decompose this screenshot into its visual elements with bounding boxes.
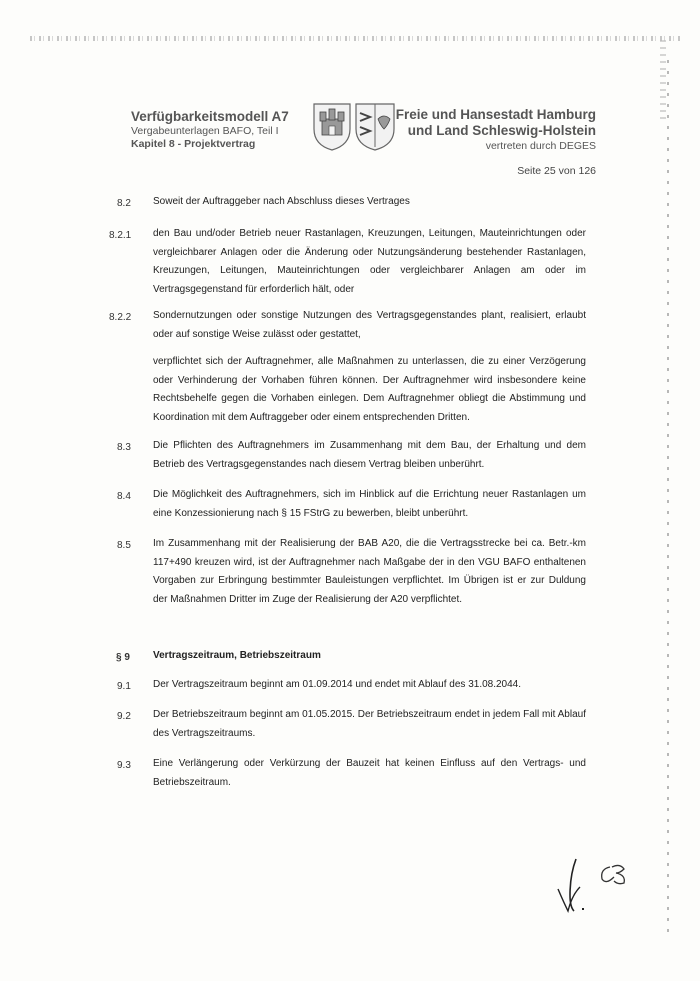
section-text: Eine Verlängerung oder Verkürzung der Bauzeit hat keinen Einfluss auf den Vertrags- und Betriebszeitraum. — [153, 758, 586, 788]
scan-artifact-top — [30, 36, 680, 41]
header-authority-1: Freie und Hansestadt Hamburg — [395, 107, 596, 122]
header-right — [390, 107, 596, 153]
section-text: Die Möglichkeit des Auftragnehmers, sich im Hinblick auf die Errichtung neuer Rastanlagen um eine Konzessionierung nach § 15 FStrG zu bewerben, bleibt unberührt. — [153, 489, 586, 519]
section-number: 8.2.2 — [109, 312, 132, 323]
header-represented-by: vertreten durch DEGES — [485, 140, 596, 152]
section-number: 8.4 — [117, 491, 131, 502]
page-number: Seite 25 von 126 — [517, 165, 596, 177]
chapter-heading: Vertragszeitraum, Betriebszeitraum — [153, 650, 321, 661]
section-number: 9.2 — [117, 711, 131, 722]
section-text: Die Pflichten des Auftragnehmers im Zusammenhang mit dem Bau, der Erhaltung und dem Betrieb des Vertragsgegenstandes nach diesem Vertrag bleiben unberührt. — [153, 440, 586, 470]
scan-artifact-right — [667, 60, 669, 940]
section-number: 8.3 — [117, 442, 131, 453]
section-text: Sondernutzungen oder sonstige Nutzungen des Vertragsgegenstandes plant, realisiert, erlaubt oder auf sonstige Weise zulässt oder gestattet, — [153, 310, 586, 340]
section-text: Der Betriebszeitraum beginnt am 01.05.2015. Der Betriebszeitraum endet in jedem Fall mit Ablauf des Vertragszeitraums. — [153, 709, 586, 739]
header-authority-2: und Land Schleswig-Holstein — [407, 123, 596, 138]
header-left — [131, 109, 321, 151]
chapter-number: § 9 — [116, 652, 130, 663]
section-number: 8.2.1 — [109, 230, 132, 241]
handwritten-initials — [548, 855, 638, 915]
schleswig-holstein-crest-icon — [356, 104, 394, 150]
section-text: Soweit der Auftraggeber nach Abschluss dieses Vertrages — [153, 196, 410, 207]
section-text: Im Zusammenhang mit der Realisierung der BAB A20, die die Vertragsstrecke bei ca. Betr.-km 117+490 kreuzen wird, ist der Auftragnehmer nach Maßgabe der in den VGU BAFO enthaltenen Vorgaben zur Erbringung bestimmter Bauleistungen verpflichtet. Im Übrigen ist er zur Duldung der Maßnahmen Dritter im Zuge der Realisierung der A20 verpflichtet. — [153, 538, 586, 605]
coat-of-arms — [312, 101, 396, 151]
header-chapter: Kapitel 8 - Projektvertrag — [131, 138, 256, 150]
header-title: Verfügbarkeitsmodell A7 — [131, 109, 289, 124]
section-text: Der Vertragszeitraum beginnt am 01.09.2014 und endet mit Ablauf des 31.08.2044. — [153, 679, 522, 690]
section-number: 9.1 — [117, 681, 131, 692]
hamburg-crest-icon — [314, 104, 350, 150]
scan-artifact-right-top — [660, 40, 666, 120]
section-number: 8.2 — [117, 198, 131, 209]
header-subtitle: Vergabeunterlagen BAFO, Teil I — [131, 125, 279, 137]
section-number: 9.3 — [117, 760, 131, 771]
section-text: verpflichtet sich der Auftragnehmer, alle Maßnahmen zu unterlassen, die zu einer Verzögerung oder Verhinderung der Vorhaben führen können. Der Auftragnehmer wird insbesondere keine Rechtsbehelfe gegen die Vorhaben einlegen. Dem Auftragnehmer obliegt die Abstimmung und Koordination mit dem Auftraggeber oder einem entsprechenden Dritten. — [153, 356, 586, 423]
section-number: 8.5 — [117, 540, 131, 551]
section-text: den Bau und/oder Betrieb neuer Rastanlagen, Kreuzungen, Leitungen, Mauteinrichtungen oder vergleichbarer Anlagen oder die Änderung oder Nutzungsänderung bestehender Rastanlagen, Kreuzungen, Leitungen, Mauteinrichtungen oder vergleichbarer Anlagen am oder im Vertragsgegenstand für erforderlich hält, oder — [153, 228, 586, 295]
